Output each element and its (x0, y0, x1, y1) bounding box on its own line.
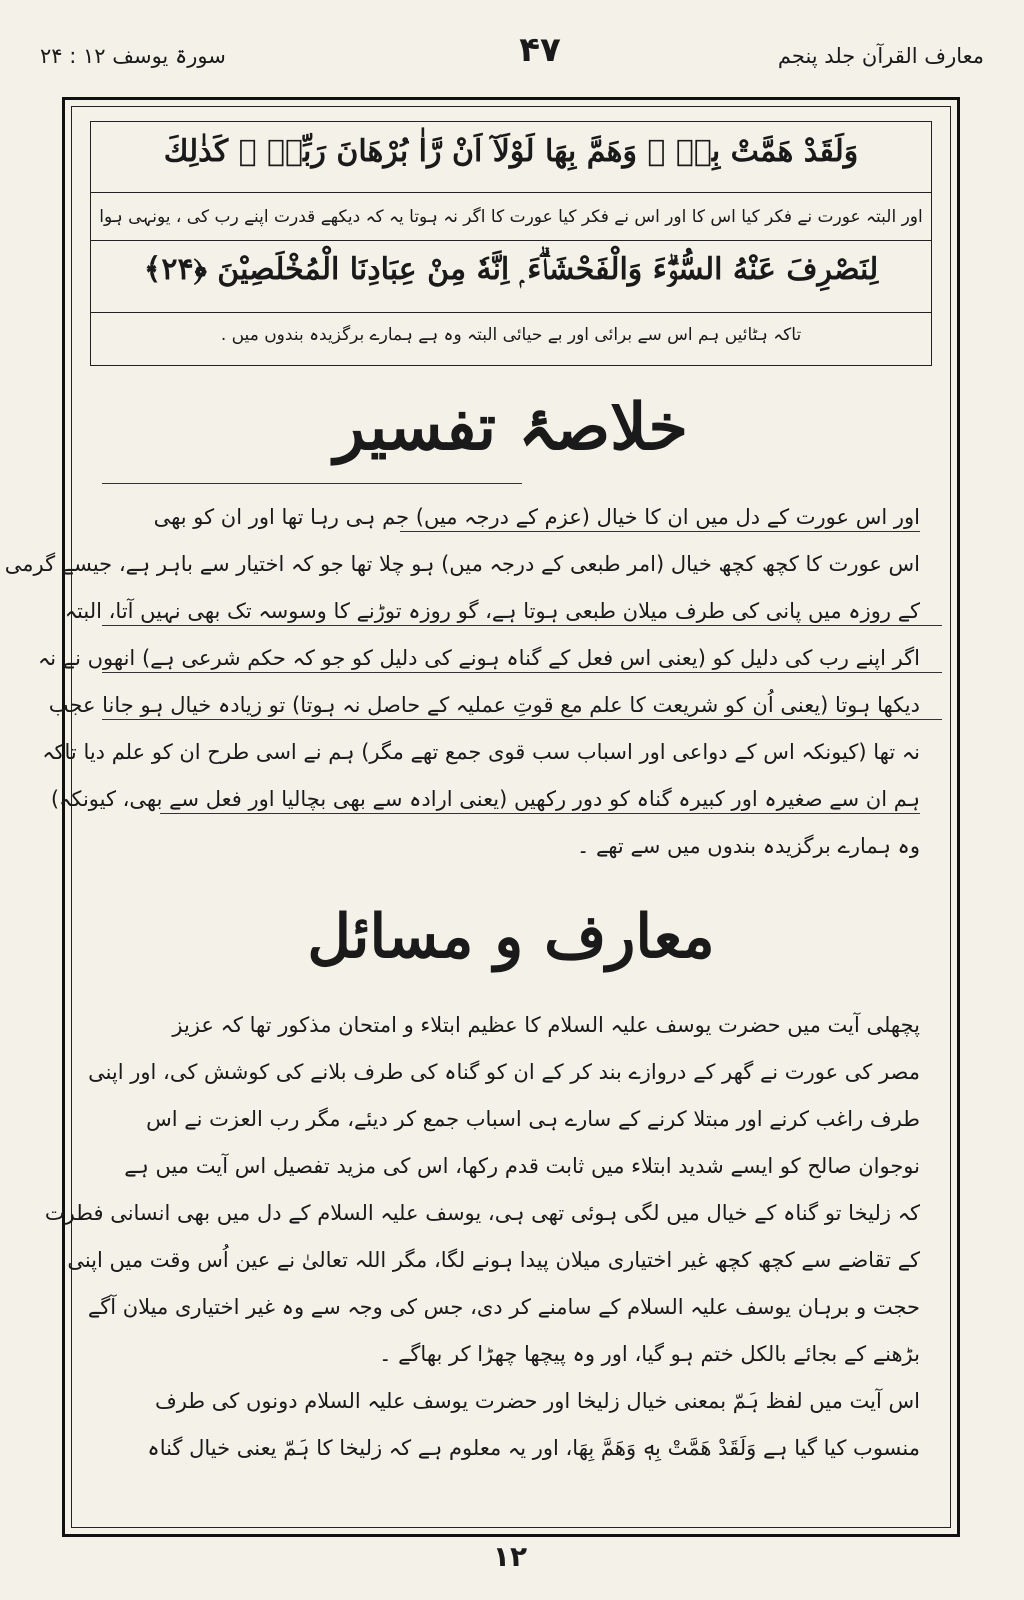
text-line: پچھلی آیت میں حضرت یوسف علیہ السلام کا عظیم ابتلاء و امتحان مذکور تھا کہ عزیز (172, 1013, 920, 1037)
text-line: اگر اپنے رب کی دلیل کو (یعنی اس فعل کے گناہ ہونے کی دلیل کو جو کہ حکم شرعی ہے) انھوں نے نہ (37, 646, 920, 670)
verse-box (90, 121, 932, 366)
divider (91, 192, 931, 193)
text-line: ہم ان سے صغیرہ اور کبیرہ گناہ کو دور رکھیں (یعنی ارادہ سے بھی بچالیا اور فعل سے بھی، کیونکہ) (50, 787, 920, 811)
text-line: حجت و برہان یوسف علیہ السلام کے سامنے کر دی، جس کی وجہ سے وہ غیر اختیاری میلان آگے (87, 1295, 920, 1319)
text-line: مصر کی عورت نے گھر کے دروازے بند کر کے ان کو گناہ کی طرف بلانے کی کوشش کی، اور اپنی (88, 1060, 920, 1084)
text-line: بڑھنے کے بجائے بالکل ختم ہو گیا، اور وہ پیچھا چھڑا کر بھاگے ۔ (379, 1342, 920, 1366)
section-heading-tafsir: خلاصۂ تفسیر (334, 390, 688, 465)
verse-arabic-line-2: لِنَصْرِفَ عَنْهُ السُّوْۗءَ وَالْفَحْشَاۗءَ ۭ اِنَّهٗ مِنْ عِبَادِنَا الْمُخْلَصِيْنَ ﴿۲۴﴾ (143, 252, 879, 287)
underline (102, 483, 522, 484)
text-line: طرف راغب کرنے اور مبتلا کرنے کے سارے ہی اسباب جمع کر دیئے، مگر رب العزت نے اس (146, 1107, 920, 1131)
underline (102, 625, 942, 626)
text-line: منسوب کیا گیا ہے وَلَقَدْ هَمَّتْ بِهٖ وَهَمَّ بِهَا، اور یہ معلوم ہے کہ زلیخا کا ہَمّ یعنی خیال گناہ (147, 1436, 920, 1460)
text-line: اور اس عورت کے دل میں ان کا خیال (عزم کے درجہ میں) جم ہی رہا تھا اور ان کو بھی (153, 505, 920, 529)
inner-frame (4, 106, 951, 1528)
page-frame (4, 97, 960, 1537)
divider (91, 312, 931, 313)
running-header (40, 30, 984, 80)
text-line: اس عورت کا کچھ کچھ خیال (امر طبعی کے درجہ میں) ہو چلا تھا جو کہ اختیار سے باہر ہے، جیسے گرمی (4, 552, 920, 576)
text-line: دیکھا ہوتا (یعنی اُن کو شریعت کا علم مع قوتِ عملیہ کے حاصل نہ ہوتا) تو زیادہ خیال ہو جانا عجب (48, 693, 920, 717)
maarif-text (44, 1002, 920, 1472)
text-line: وہ ہمارے برگزیدہ بندوں میں سے تھے ۔ (576, 834, 920, 858)
underline (160, 813, 920, 814)
verse-translation-line-2: تاکہ ہٹائیں ہم اس سے برائی اور بے حیائی البتہ وہ ہے ہمارے برگزیدہ بندوں میں . (220, 325, 802, 345)
text-line: کہ زلیخا تو گناہ کے خیال میں لگی ہوئی تھی ہی، یوسف علیہ السلام کے دل میں بھی انسانی فطرت (44, 1201, 920, 1225)
text-line: کے روزہ میں پانی کی طرف میلان طبعی ہوتا ہے، گو روزہ توڑنے کا وسوسہ تک بھی نہیں آتا، البتہ (64, 599, 920, 623)
verse-arabic-line-1: وَلَقَدْ هَمَّتْ بِهٖ ۚ وَهَمَّ بِهَا لَوْلَآ اَنْ رَّاٰ بُرْهَانَ رَبِّهٖ ۭ كَذٰلِكَ (163, 134, 859, 169)
underline (102, 672, 942, 673)
underline (102, 719, 942, 720)
text-line: اس آیت میں لفظ ہَمّ بمعنی خیال زلیخا اور حضرت یوسف علیہ السلام دونوں کی طرف (155, 1389, 920, 1413)
section-heading-maarif: معارف و مسائل (307, 902, 715, 972)
signature-mark: ۱۲ (492, 1540, 528, 1573)
text-line: نہ تھا (کیونکہ اس کے دواعی اور اسباب سب قوی جمع تھے مگر) ہم نے اسی طرح ان کو علم دیا تاکہ (42, 740, 920, 764)
verse-translation-line-1: اور البتہ عورت نے فکر کیا اس کا اور اس نے فکر کیا عورت کا اگر نہ ہوتا یہ کہ دیکھے قدرت اپنے رب کی ، یونہی ہوا (99, 207, 923, 227)
book-title: معارف القرآن جلد پنجم (777, 44, 984, 68)
text-line: نوجوان صالح کو ایسے شدید ابتلاء میں ثابت قدم رکھا، اس کی مزید تفصیل اس آیت میں ہے (124, 1154, 920, 1178)
text-line: کے تقاضے سے کچھ کچھ غیر اختیاری میلان پیدا ہونے لگا، مگر اللہ تعالیٰ نے عین اُس وقت میں اپنی (67, 1248, 920, 1272)
underline (400, 531, 920, 532)
page-number: ۴۷ (519, 30, 561, 70)
divider (91, 240, 931, 241)
surah-reference: سورۃ یوسف ۱۲ : ۲۴ (40, 44, 226, 68)
